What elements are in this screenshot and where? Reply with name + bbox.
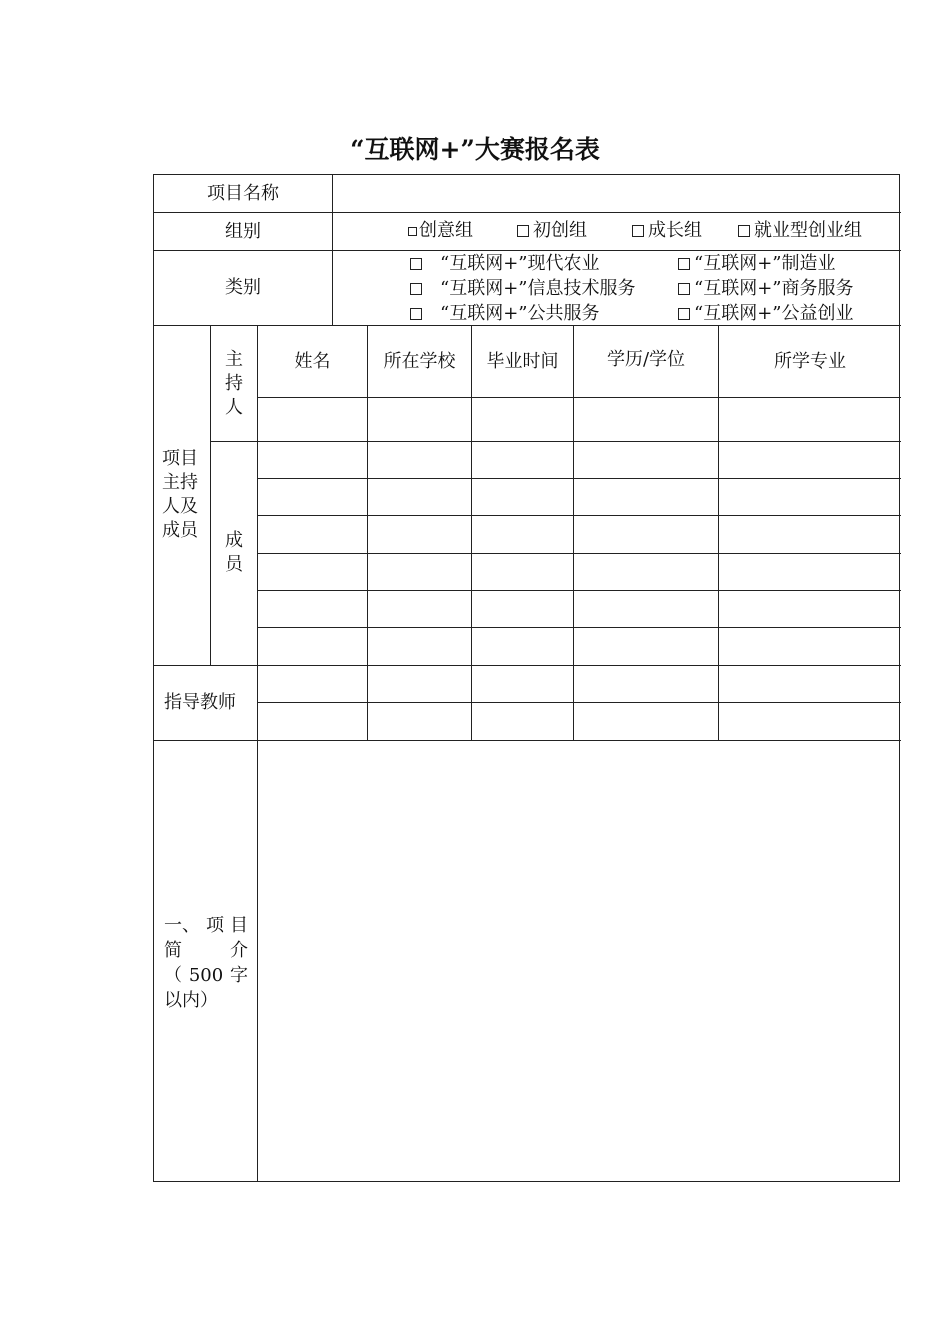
- form-title: “互联网+”大赛报名表: [350, 135, 600, 164]
- group-option-growth[interactable]: 成长组: [632, 219, 702, 243]
- project-name-field[interactable]: [333, 175, 900, 212]
- checkbox-icon: [410, 308, 422, 320]
- row-divider: [211, 441, 901, 442]
- row-divider: [257, 515, 901, 516]
- intro-label-line: 简 介: [164, 940, 248, 961]
- category-option-charity[interactable]: “互联网+”公益创业: [678, 302, 854, 326]
- category-option-it-services[interactable]: “互联网+”信息技术服务: [410, 277, 636, 301]
- column-header-school: 所在学校: [383, 351, 456, 372]
- column-header-major: 所学专业: [774, 351, 846, 372]
- group-option-creative[interactable]: 创意组: [408, 219, 473, 243]
- row-divider: [154, 212, 901, 213]
- project-name-label: 项目名称: [207, 183, 279, 204]
- checkbox-icon: [410, 258, 422, 270]
- checkbox-icon: [678, 308, 690, 320]
- intro-label-line: 一、 项 目: [164, 915, 248, 936]
- category-option-business[interactable]: “互联网+”商务服务: [678, 277, 854, 301]
- category-option-public[interactable]: “互联网+”公共服务: [410, 302, 600, 326]
- category-option-agriculture[interactable]: “互联网+”现代农业: [410, 252, 600, 276]
- row-divider: [154, 250, 901, 251]
- project-intro-label: [164, 913, 248, 1013]
- row-divider: [257, 478, 901, 479]
- row-divider: [257, 590, 901, 591]
- column-header-degree: 学历/学位: [606, 349, 686, 370]
- row-divider: [257, 627, 901, 628]
- group-label: 组别: [225, 221, 261, 242]
- intro-label-line: （ 500 字: [164, 965, 248, 986]
- row-divider: [257, 553, 901, 554]
- members-section-label: 项目主持人及成员: [162, 448, 198, 541]
- column-divider: [367, 325, 368, 740]
- column-header-name: 姓名: [294, 351, 331, 372]
- row-divider: [257, 397, 901, 398]
- group-option-employment[interactable]: 就业型创业组: [738, 219, 862, 243]
- checkbox-icon: [632, 225, 644, 237]
- checkbox-icon: [408, 227, 417, 236]
- column-divider: [471, 325, 472, 740]
- row-divider: [154, 665, 901, 666]
- checkbox-icon: [410, 283, 422, 295]
- column-divider: [718, 325, 719, 740]
- checkbox-icon: [517, 225, 529, 237]
- column-header-graduation: 毕业时间: [486, 351, 559, 372]
- intro-label-line: 以内）: [164, 990, 218, 1011]
- checkbox-icon: [678, 283, 690, 295]
- column-divider: [210, 325, 211, 665]
- category-label: 类别: [225, 277, 261, 298]
- registration-form-table: [153, 174, 900, 1182]
- host-label: 主持人: [225, 349, 243, 418]
- advisor-label: 指导教师: [164, 692, 236, 713]
- checkbox-icon: [738, 225, 750, 237]
- column-divider: [573, 325, 574, 740]
- category-option-manufacturing[interactable]: “互联网+”制造业: [678, 252, 836, 276]
- project-intro-field[interactable]: [258, 741, 900, 1181]
- group-option-startup[interactable]: 初创组: [517, 219, 587, 243]
- row-divider: [257, 702, 901, 703]
- checkbox-icon: [678, 258, 690, 270]
- members-sub-label: 成员: [225, 530, 243, 575]
